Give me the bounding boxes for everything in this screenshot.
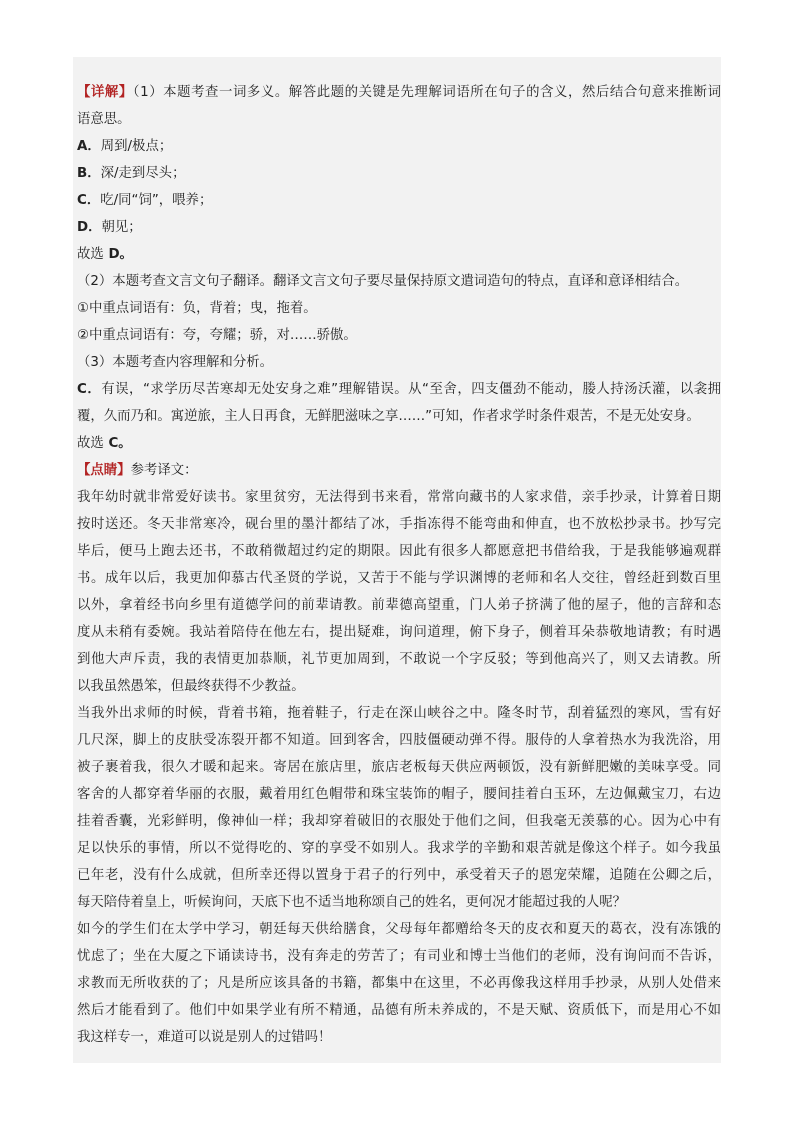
- option-letter: C．: [77, 382, 102, 397]
- section-tag: 【详解】: [77, 85, 133, 100]
- text-line: [77, 187, 721, 214]
- line-text: 然后才能看到了。他们中如果学业有所不精通，品德有所未养成的，不是天赋、资质低下，而是用心不如: [77, 1003, 721, 1018]
- text-line: [77, 241, 721, 268]
- text-line: [77, 295, 721, 322]
- text-line: [77, 997, 721, 1024]
- line-text: 当我外出求师的时候，背着书箱，拖着鞋子，行走在深山峡谷之中。隆冬时节，刮着猛烈的寒风，雪有好: [77, 706, 721, 721]
- line-text: ②中重点词语有：夸，夸耀；骄，对……骄傲。: [77, 328, 357, 343]
- text-line: [77, 376, 721, 403]
- text-line: [77, 862, 721, 889]
- text-line: [77, 214, 721, 241]
- text-line: [77, 754, 721, 781]
- option-letter: D．: [77, 220, 102, 235]
- text-line: [77, 430, 721, 457]
- line-text: 客舍的人都穿着华丽的衣服，戴着用红色帽带和珠宝装饰的帽子，腰间挂着白玉环，左边佩戴宝刀，右边: [77, 787, 721, 802]
- text-line: [77, 970, 721, 997]
- line-text: 以我虽然愚笨，但最终获得不少教益。: [77, 679, 305, 694]
- text-line: [77, 133, 721, 160]
- option-letter: C．: [77, 193, 101, 208]
- line-text: 吃/同“饲”，喂养；: [100, 193, 213, 208]
- line-text: 我年幼时就非常爱好读书。家里贫穷，无法得到书来看，常常向藏书的人家求借，亲手抄录，计算着日期: [77, 490, 721, 505]
- text-line: [77, 565, 721, 592]
- text-line: [77, 673, 721, 700]
- text-line: [77, 781, 721, 808]
- line-text: 足以快乐的事情，所以不觉得吃的、穿的享受不如别人。我求学的辛勤和艰苦就是像这个样子。如今我虽: [77, 841, 721, 856]
- text-line: [77, 484, 721, 511]
- text-line: [77, 160, 721, 187]
- text-line: [77, 403, 721, 430]
- line-text: 我这样专一，难道可以说是别人的过错吗！: [77, 1030, 332, 1045]
- line-text: （3）本题考查内容理解和分析。: [77, 355, 273, 370]
- line-text: 以外，拿着经书向乡里有道德学问的前辈请教。前辈德高望重，门人弟子挤满了他的屋子，他的言辞和态: [77, 598, 721, 613]
- option-letter: A．: [77, 139, 101, 154]
- section-tag: 【点睛】: [77, 463, 131, 478]
- line-text: 深/走到尽头；: [100, 166, 186, 181]
- text-line: [77, 943, 721, 970]
- line-text: 故选: [77, 247, 104, 262]
- text-line: [77, 835, 721, 862]
- line-text: 已年老，没有什么成就，但所幸还得以置身于君子的行列中，承受着天子的恩宠荣耀，追随在公卿之后，: [77, 868, 721, 883]
- line-text: 按时送还。冬天非常寒冷，砚台里的墨汁都结了冰，手指冻得不能弯曲和伸直，也不放松抄录书。抄写完: [77, 517, 721, 532]
- text-line: [77, 349, 721, 376]
- line-text: 覆，久而乃和。寓逆旅，主人日再食，无鲜肥滋味之享……”可知，作者求学时条件艰苦，不是无处安身。: [77, 409, 700, 424]
- line-text: 挂着香囊，光彩鲜明，像神仙一样；我却穿着破旧的衣服处于他们之间，但我毫无羡慕的心。因为心中有: [77, 814, 721, 829]
- text-line: [77, 916, 721, 943]
- line-text: 度从未稍有委婉。我站着陪侍在他左右，提出疑难，询问道理，俯下身子，侧着耳朵恭敬地请教；有时遇: [77, 625, 721, 640]
- line-text: 参考译文：: [130, 463, 198, 478]
- line-text: 周到/极点；: [100, 139, 173, 154]
- line-text: 语意思。: [77, 112, 131, 127]
- line-text: 被子裹着我，很久才暖和起来。寄居在旅店里，旅店老板每天供应两顿饭，没有新鲜肥嫩的美味享受。同: [77, 760, 721, 775]
- line-text: 求教而无所收获的了；凡是所应该具备的书籍，都集中在这里，不必再像我这样用手抄录，从别人处借来: [77, 976, 721, 991]
- text-line: [77, 79, 721, 106]
- answer-explanation-panel: [73, 57, 721, 1063]
- line-text: 忧虑了；坐在大厦之下诵读诗书，没有奔走的劳苦了；有司业和博士当他们的老师，没有询问而不告诉，: [77, 949, 721, 964]
- text-line: [77, 619, 721, 646]
- text-line: [77, 646, 721, 673]
- line-text: 如今的学生们在太学中学习，朝廷每天供给膳食，父母每年都赠给冬天的皮衣和夏天的葛衣，没有冻饿的: [77, 922, 721, 937]
- text-line: [77, 538, 721, 565]
- text-line: [77, 106, 721, 133]
- line-text: 到他大声斥责，我的表情更加恭顺，礼节更加周到，不敢说一个字反驳；等到他高兴了，则又去请教。所: [77, 652, 721, 667]
- text-line: [77, 889, 721, 916]
- line-text: 朝见；: [101, 220, 142, 235]
- line-text: 书。成年以后，我更加仰慕古代圣贤的学说，又苦于不能与学识渊博的老师和名人交往，曾经赶到数百里: [77, 571, 721, 586]
- line-text: 故选: [77, 436, 104, 451]
- text-line: [77, 700, 721, 727]
- text-line: [77, 727, 721, 754]
- answer-letter: D。: [103, 247, 133, 262]
- line-text: 有误，“求学历尽苦寒却无处安身之难”理解错误。从“至舍，四支僵劲不能动，媵人持汤沃灌，以衾拥: [101, 382, 721, 397]
- line-text: ①中重点词语有：负，背着；曳，拖着。: [77, 301, 317, 316]
- line-text: 毕后，便马上跑去还书，不敢稍微超过约定的期限。因此有很多人都愿意把书借给我，于是我能够遍观群: [77, 544, 721, 559]
- text-line: [77, 592, 721, 619]
- line-text: 几尺深，脚上的皮肤受冻裂开都不知道。回到客舍，四肢僵硬动弹不得。服侍的人拿着热水为我洗浴，用: [77, 733, 721, 748]
- line-text: （2）本题考查文言文句子翻译。翻译文言文句子要尽量保持原文遣词造句的特点，直译和意译相结合。: [77, 274, 689, 289]
- line-text: 每天陪侍着皇上，听候询问，天底下也不适当地称颂自己的姓名，更何况才能超过我的人呢？: [77, 895, 627, 910]
- answer-letter: C。: [103, 436, 132, 451]
- line-text: （1）本题考查一词多义。解答此题的关键是先理解词语所在句子的含义，然后结合句意来推断词: [132, 85, 721, 100]
- text-line: [77, 322, 721, 349]
- option-letter: B．: [77, 166, 101, 181]
- text-line: [77, 808, 721, 835]
- text-line: [77, 268, 721, 295]
- text-line: [77, 1024, 721, 1051]
- text-line: [77, 511, 721, 538]
- text-line: [77, 457, 721, 484]
